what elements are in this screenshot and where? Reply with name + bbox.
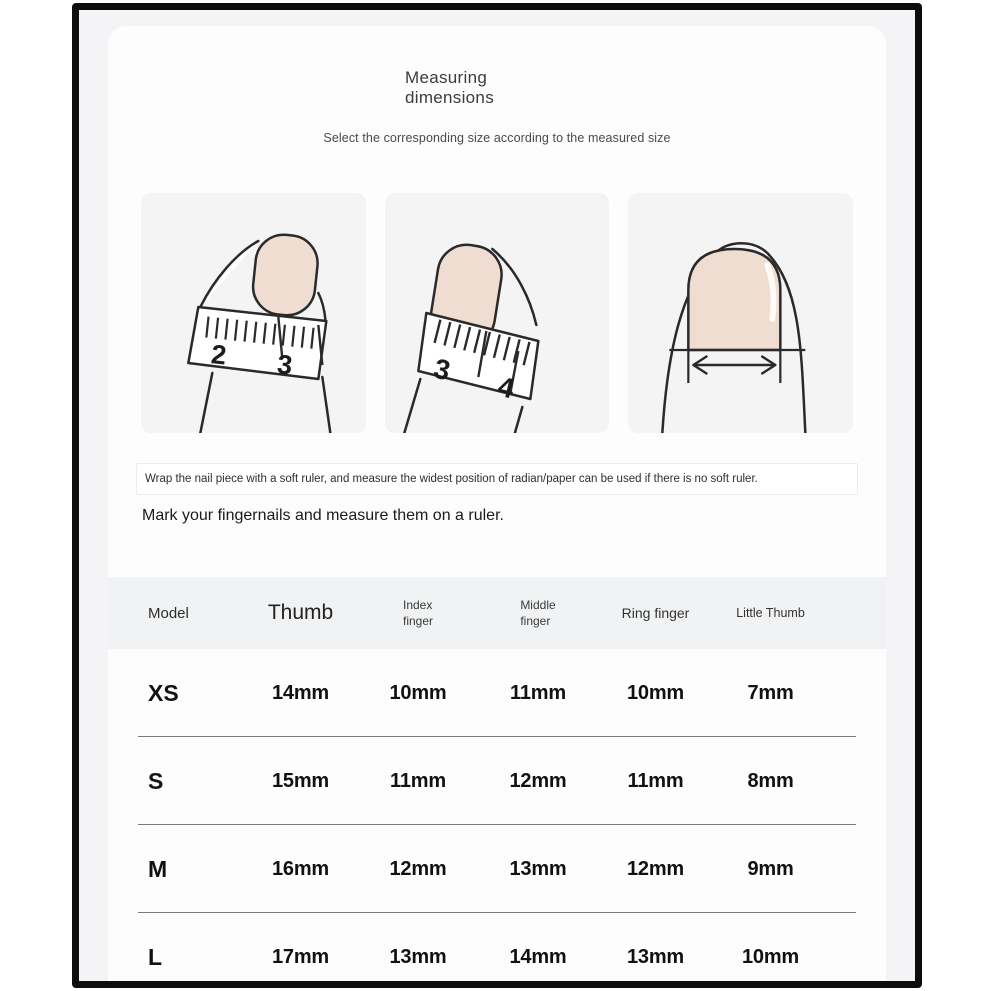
index-finger-size: 12mm [389, 857, 447, 880]
illustration-card-tape-1 [141, 193, 366, 433]
little-thumb-size: 7mm [747, 681, 794, 704]
middle-finger-size: 11mm [510, 681, 566, 704]
column-header-middle-finger [520, 597, 555, 629]
column-header-model: Model [148, 604, 189, 622]
column-header-line: finger [402, 614, 434, 628]
finger-tape-illustration-2-icon [385, 193, 610, 433]
illustration-card-tape-2 [385, 193, 610, 433]
table-row-m [108, 825, 886, 913]
thumb-size: 14mm [271, 681, 329, 704]
model-label: XS [148, 679, 179, 706]
page-subtitle: Select the corresponding size according to the measured size [323, 131, 671, 145]
tape-number: 2 [209, 339, 228, 371]
column-header-line: Middle [520, 598, 556, 612]
column-header-little-thumb: Little Thumb [736, 606, 805, 620]
column-header-line: Index [402, 598, 433, 612]
nail-width-arrow-illustration-icon [628, 193, 853, 433]
middle-finger-size: 14mm [509, 945, 567, 968]
ring-finger-size: 11mm [627, 769, 684, 792]
tape-number: 3 [275, 349, 294, 381]
middle-finger-size: 12mm [509, 769, 567, 792]
size-table [108, 577, 886, 988]
table-row-xs [108, 649, 886, 737]
column-header-index-finger [403, 597, 433, 629]
content-panel [108, 26, 886, 988]
thumb-size: 15mm [271, 769, 329, 792]
index-finger-size: 13mm [389, 945, 447, 968]
double-arrow-icon [694, 356, 776, 374]
size-table-header [108, 577, 886, 649]
model-label: L [148, 943, 163, 970]
instruction-mark-note: Mark your fingernails and measure them on a ruler. [142, 507, 504, 524]
index-finger-size: 10mm [389, 681, 447, 704]
page-title-line2: dimensions [405, 88, 494, 107]
index-finger-size: 11mm [390, 769, 446, 792]
page-title-line1: Measuring [405, 68, 488, 87]
middle-finger-size: 13mm [509, 857, 567, 880]
little-thumb-size: 9mm [747, 857, 794, 880]
image-frame [72, 3, 922, 988]
illustration-row [141, 193, 853, 433]
column-header-line: finger [520, 614, 551, 628]
column-header-ring-finger: Ring finger [621, 605, 690, 621]
table-row-l [108, 913, 886, 988]
little-thumb-size: 8mm [747, 769, 794, 792]
column-header-thumb: Thumb [267, 601, 334, 624]
finger-tape-illustration-1-icon [141, 193, 366, 433]
table-row-s [108, 737, 886, 825]
tape-number: 4 [494, 370, 517, 405]
thumb-size: 16mm [271, 857, 329, 880]
instruction-wrap-note: Wrap the nail piece with a soft ruler, and measure the widest position of radian/paper can be used if there is no soft ruler. [136, 463, 858, 495]
model-label: M [148, 855, 168, 882]
little-thumb-size: 10mm [741, 945, 799, 968]
illustration-card-arrow [628, 193, 853, 433]
model-label: S [148, 767, 164, 794]
ring-finger-size: 10mm [626, 681, 684, 704]
ring-finger-size: 12mm [626, 857, 684, 880]
ring-finger-size: 13mm [626, 945, 684, 968]
tape-number: 3 [430, 352, 453, 387]
page-title [405, 68, 494, 108]
thumb-size: 17mm [271, 945, 329, 968]
